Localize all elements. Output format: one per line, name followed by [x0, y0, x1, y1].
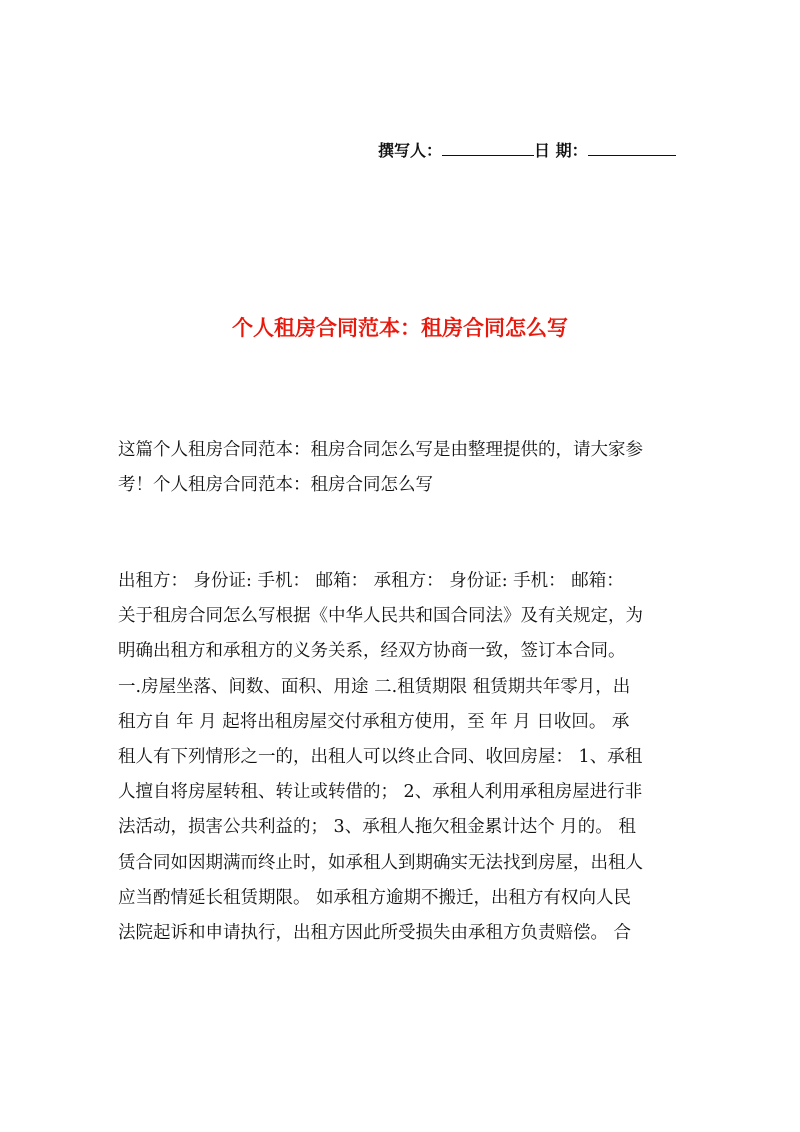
body-line: 人擅自将房屋转租、转让或转借的； 2、承租人利用承租房屋进行非 — [118, 782, 643, 803]
body-line: 法院起诉和申请执行，出租方因此所受损失由承租方负责赔偿。 合 — [118, 922, 632, 943]
body-line: 出租方： 身份证: 手机： 邮箱： 承租方： 身份证: 手机： 邮箱： — [118, 571, 624, 591]
body-line: 赁合同如因期满而终止时，如承租人到期确实无法找到房屋，出租人 — [118, 852, 643, 873]
body-line: 应当酌情延长租赁期限。 如承租方逾期不搬迁，出租方有权向人民 — [118, 887, 632, 908]
body-line: 租方自 年 月 起将出租房屋交付承租方使用，至 年 月 日收回。 承 — [118, 711, 630, 732]
intro-line: 这篇个人租房合同范本：租房合同怎么写是由整理提供的，请大家参 — [118, 440, 643, 460]
author-date-line — [378, 138, 676, 161]
document-title: 个人租房合同范本：租房合同怎么写 — [232, 315, 568, 340]
author-blank — [442, 141, 534, 156]
body-line: 关于租房合同怎么写根据《中华人民共和国合同法》及有关规定，为 — [118, 606, 643, 627]
body-line: 一.房屋坐落、间数、面积、用途 二.租赁期限 租赁期共年零月，出 — [118, 676, 631, 697]
body-line: 租人有下列情形之一的，出租人可以终止合同、收回房屋： 1、承租 — [118, 746, 643, 767]
date-blank — [588, 141, 676, 156]
body-line: 明确出租方和承租方的义务关系，经双方协商一致，签订本合同。 — [118, 641, 626, 662]
contract-body — [118, 564, 683, 951]
intro-line: 考！个人租房合同范本：租房合同怎么写 — [118, 475, 433, 496]
author-label: 撰写人： — [378, 141, 443, 160]
intro-paragraph — [118, 433, 683, 503]
body-line: 法活动，损害公共利益的； 3、承租人拖欠租金累计达个 月的。 租 — [118, 817, 636, 838]
date-label: 日 期： — [534, 141, 588, 160]
